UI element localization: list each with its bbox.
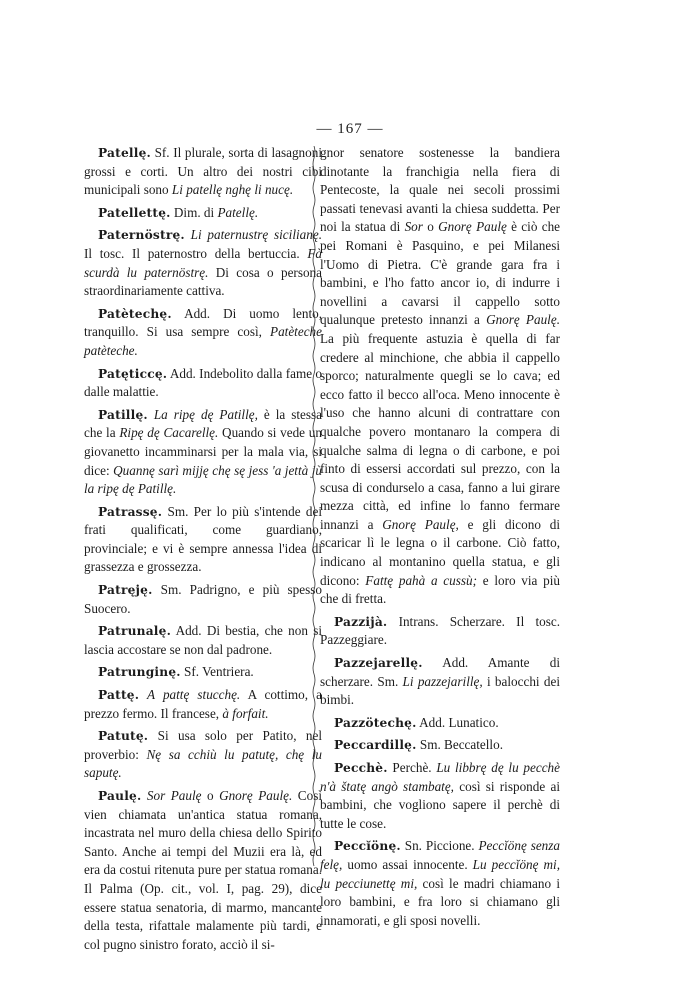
headword: Paternöstrę. bbox=[98, 228, 185, 243]
headword: Pattę. bbox=[98, 688, 140, 703]
italic-example: Gnorę Paulę. bbox=[486, 312, 560, 328]
definition-text: e gli dicono di scaricar lì le legna o il carbone. Ciò fatto, indicano al montanino quella statua, e gli dicono: bbox=[320, 516, 560, 588]
dictionary-entry bbox=[84, 503, 322, 577]
definition-text: Sf. Il plurale, sorta di lasagnoni grossi e corti. Un altro dei nostri cibi municipali sono bbox=[84, 145, 322, 198]
headword: Patètechę. bbox=[98, 306, 172, 321]
dictionary-entry bbox=[320, 736, 560, 755]
italic-example: Quannę sarì mijję chę sę jess 'a jettà jù la ripę dę Patillę. bbox=[84, 462, 322, 497]
definition-text: Dim. di bbox=[170, 204, 218, 220]
dictionary-entry bbox=[84, 686, 322, 723]
headword: Paulę. bbox=[98, 789, 142, 803]
definition-text: Perchè. bbox=[387, 760, 437, 775]
left-column bbox=[84, 144, 322, 958]
definition-text: Sm. Per lo più s'intende dei frati qualificati, come guardiano, provinciale; e vi è sempre annessa l'idea di grassezza e grossezza. bbox=[84, 503, 322, 575]
definition-text: così le madri chiamano i loro bambini, e fra loro si chiamano gli innamorati, e gli sposi novelli. bbox=[320, 875, 561, 928]
dictionary-entry bbox=[84, 226, 322, 300]
dictionary-entry bbox=[84, 622, 322, 659]
italic-example: Fà scurdà lu paternöstrę. bbox=[84, 245, 322, 280]
definition-text: o bbox=[201, 788, 220, 803]
headword: Peccĭönę. bbox=[334, 839, 401, 854]
definition-text: e loro via più che di fretta. bbox=[320, 572, 560, 607]
italic-example: Lu peccĭönę mi, lu pecciunettę mi, bbox=[320, 856, 560, 891]
headword: Patrunginę. bbox=[98, 665, 181, 680]
definition-text: Intrans. Scherzare. Il tosc. Pazzeggiare. bbox=[320, 613, 560, 648]
definition-text: Sn. Piccione. bbox=[400, 838, 479, 854]
headword: Patutę. bbox=[98, 729, 149, 744]
italic-example: Nę sa cchiù lu patutę, chę lu saputę. bbox=[84, 746, 322, 781]
definition-text: Add. Di uomo lento, tranquillo. Si usa sempre così, bbox=[84, 305, 322, 340]
definition-text: uomo assai innocente. bbox=[342, 856, 473, 872]
definition-text: Di cosa o persona straordinariamente cattiva. bbox=[84, 264, 322, 299]
definition-text: Sm. Beccatello. bbox=[416, 737, 503, 753]
italic-example: Sor bbox=[404, 219, 423, 235]
definition-text: così si risponde ai bambini, che vogliono sapere il perchè di tutte le cose. bbox=[320, 778, 560, 831]
italic-example: Li patellę nghę li nucę. bbox=[171, 182, 294, 198]
headword: Pazzejarellę. bbox=[334, 656, 423, 671]
headword: Pazzötechę. bbox=[334, 715, 417, 730]
italic-example: Gnorę Paulę. bbox=[219, 788, 293, 803]
dictionary-entry bbox=[320, 654, 560, 710]
italic-example: Patellę. bbox=[217, 204, 259, 220]
headword: Patęticcę. bbox=[98, 366, 168, 381]
dictionary-entry bbox=[320, 759, 560, 833]
definition-text: Il tosc. Il paternostro della bertuccia. bbox=[84, 245, 308, 261]
definition-text: è la stessa che la bbox=[84, 406, 322, 441]
dictionary-entry bbox=[84, 305, 322, 361]
definition-text: Add. Lunatico. bbox=[416, 714, 499, 730]
italic-example: Li pazzejarillę, bbox=[402, 673, 483, 689]
dictionary-entry bbox=[84, 365, 322, 402]
italic-example: Li paternustrę sicilianę. bbox=[184, 227, 322, 243]
headword: Pazzijà. bbox=[334, 614, 388, 629]
dictionary-entry bbox=[84, 406, 322, 499]
definition-text: gnor senatore sostenesse la bandiera dinotante la franchigia nella fiera di Pentecoste, la quale nei secoli prossimi passati tenevasi avanti la chiesa suddetta. Per noi la statua di bbox=[320, 145, 560, 235]
italic-example: La ripę dę Patillę, bbox=[147, 406, 258, 422]
italic-example: Ripę dę Cacarellę. bbox=[119, 425, 219, 441]
italic-example: Gnorę Paulę bbox=[438, 219, 507, 235]
dictionary-entry bbox=[320, 714, 560, 733]
definition-text: Quando si vede un giovanetto incamminarsi per la mala via, si dice: bbox=[84, 425, 322, 478]
definition-text: Sm. Padrigno, e più spesso Suocero. bbox=[84, 582, 322, 616]
headword: Patręję. bbox=[98, 583, 153, 598]
definition-text: Sf. Ventriera. bbox=[180, 664, 254, 680]
dictionary-entry bbox=[84, 727, 322, 783]
dictionary-entry bbox=[84, 204, 322, 223]
right-column bbox=[320, 144, 560, 934]
italic-example: A pattę stucchę. bbox=[139, 687, 241, 703]
italic-example: Gnorę Paulę, bbox=[382, 516, 459, 532]
headword: Patrunalę. bbox=[98, 624, 172, 639]
definition-text: Si usa solo per Patito, nel proverbio: bbox=[84, 728, 322, 762]
definition-text: Add. Amante di scherzare. Sm. bbox=[320, 655, 560, 689]
dictionary-entry bbox=[84, 663, 322, 682]
headword: Peccardillę. bbox=[334, 738, 417, 753]
definition-text: è ciò che pei Romani è Pasquino, e pei Milanesi l'Uomo di Pietra. C'è grande gara fra i bambini, e l'ho fatto ancor io, di indurre i novellini a cavarsi il cappello sotto qualunque pretesto innanzi a bbox=[320, 219, 561, 328]
dictionary-entry bbox=[320, 613, 560, 650]
dictionary-entry bbox=[320, 144, 560, 609]
headword: Pecchè. bbox=[334, 761, 388, 775]
definition-text: o bbox=[422, 219, 439, 235]
definition-text: La più frequente astuzia è quella di far credere al minchione, che abbia il cappello sporco; naturalmente quegli se lo cava; ed ecco fatto il becco all'oca. Meno innocente è l'uso che hanno alcuni di contrattare con qualche povero montanaro la compera di qualche salma di legna o di carbone, e poi finto di essersi accordati sul prezzo, con la scusa di condurselo a casa, fanno a lui girare mezza città, ed infine lo fanno fermare innanzi a bbox=[320, 330, 560, 532]
dictionary-entry bbox=[84, 144, 322, 200]
definition-text: Add. Di bestia, che non si lascia accostare se non dal padrone. bbox=[84, 623, 322, 657]
italic-example: Peccĭönę senza felę, bbox=[320, 838, 561, 872]
italic-example: à forfait. bbox=[222, 705, 269, 721]
italic-example: Patèteche patèteche. bbox=[84, 324, 322, 358]
headword: Patellettę. bbox=[98, 205, 171, 220]
definition-text: Così vien chiamata un'antica statua romana, incastrata nel muro della chiesa dello Spirito Santo. Anche ai tempi del Muzii era là, ed era da costui ritenuta pure per statua romana. Il Palma (Op. cit., vol. I, pag. 29), dice essere statua senatoria, di marmo, mancante della testa, rifattale malamente più tardi, e col pugno sinistro forato, acciò il si- bbox=[84, 788, 322, 952]
column-divider bbox=[312, 146, 316, 868]
italic-example: Lu libbrę dę lu pecchè n'à štatę angò stambatę, bbox=[320, 760, 560, 794]
headword: Patellę. bbox=[98, 146, 151, 160]
definition-text: Add. Indebolito dalla fame o dalle malattie. bbox=[84, 365, 322, 400]
page-number: — 167 — bbox=[316, 121, 384, 137]
definition-text: A cottimo, a prezzo fermo. Il francese, bbox=[84, 687, 322, 721]
headword: Patrassę. bbox=[98, 504, 163, 519]
dictionary-entry bbox=[320, 837, 560, 930]
italic-example: Fattę pahà a cussù; bbox=[365, 572, 477, 588]
italic-example: Sor Paulę bbox=[141, 788, 202, 803]
dictionary-entry bbox=[84, 581, 322, 618]
headword: Patillę. bbox=[98, 407, 148, 422]
dictionary-entry bbox=[84, 787, 322, 954]
definition-text: i balocchi dei bimbi. bbox=[320, 673, 560, 708]
